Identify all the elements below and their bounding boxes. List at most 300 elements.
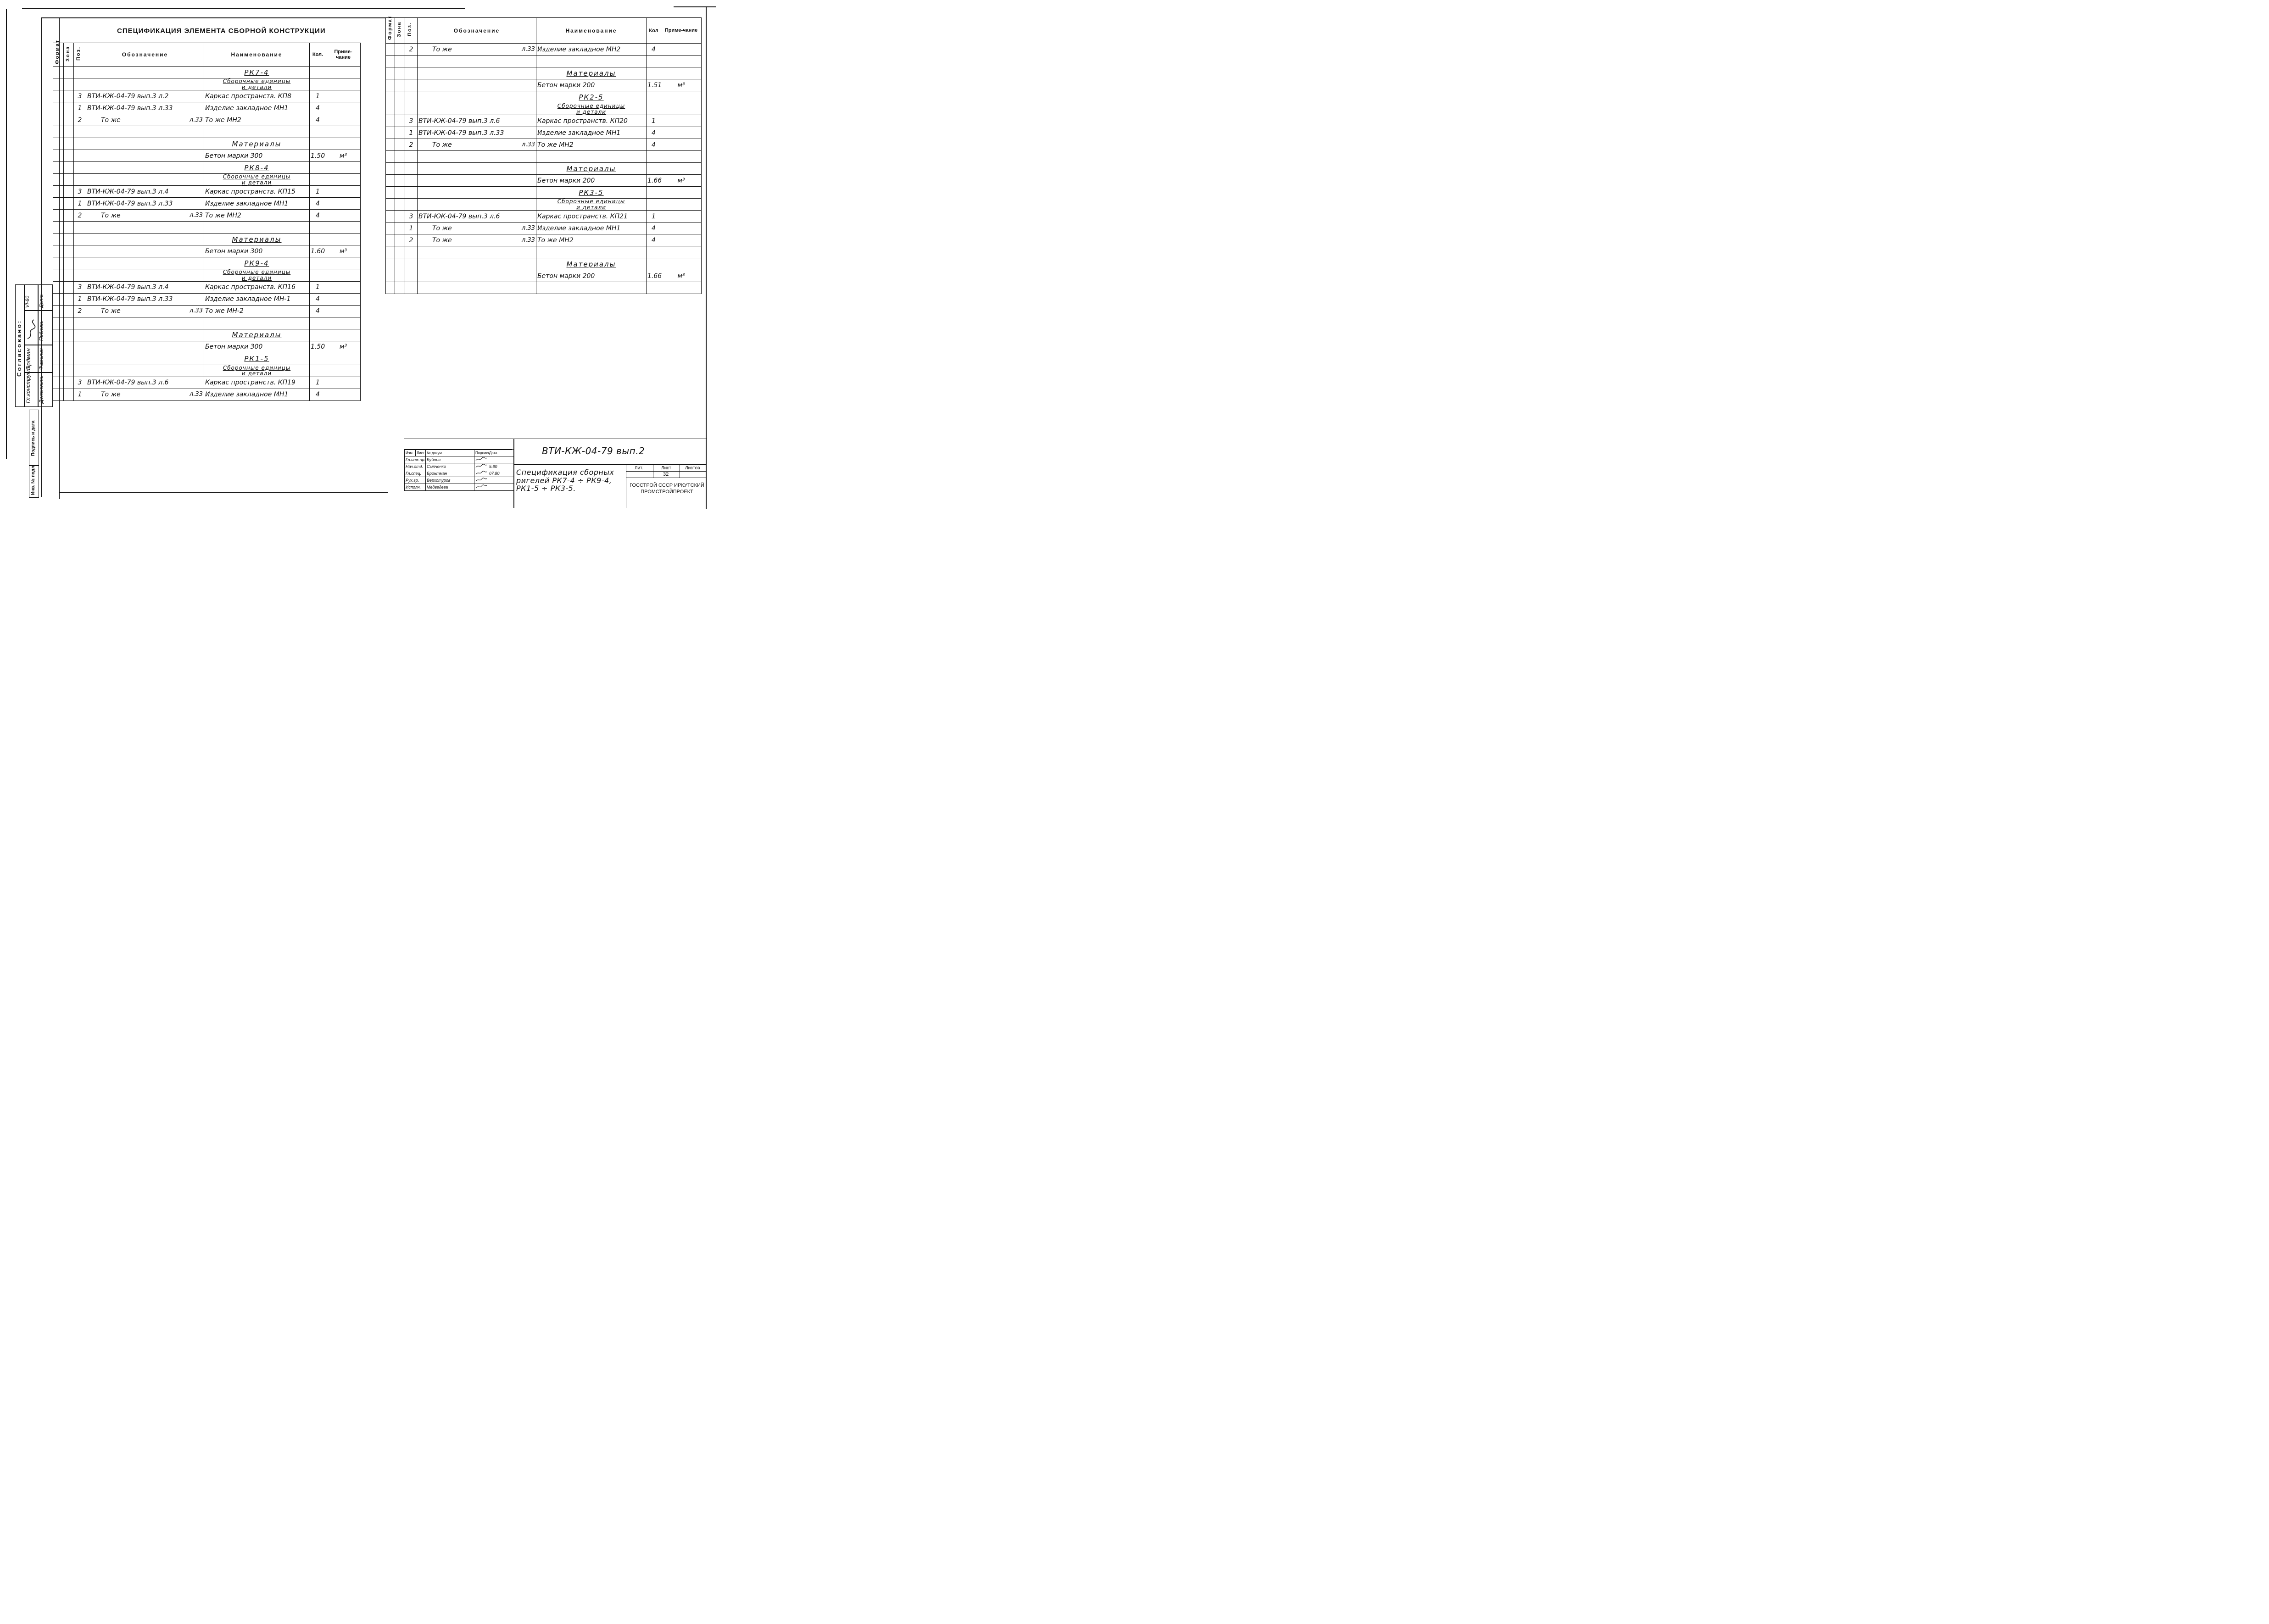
person-role: Гл.инж.пр. — [405, 456, 426, 463]
designation-cell — [418, 127, 536, 139]
qty-cell — [310, 245, 326, 257]
spec-row — [386, 139, 702, 151]
stamp-person-row — [405, 463, 514, 470]
format-cell — [53, 114, 64, 126]
format-cell — [53, 150, 64, 162]
person-signature — [474, 456, 488, 463]
pos-cell — [405, 163, 418, 175]
qty-cell — [647, 234, 661, 246]
zone-cell — [64, 377, 74, 389]
person-date — [488, 477, 514, 484]
surname-label: Фамилия — [39, 348, 44, 370]
name-cell — [204, 162, 310, 174]
designation-text: То же — [432, 224, 452, 232]
zone-cell — [64, 67, 74, 78]
name-text: Бетон марки 200 — [537, 272, 595, 280]
qty-cell — [647, 91, 661, 103]
zone-cell — [64, 305, 74, 317]
format-cell — [53, 174, 64, 186]
name-cell — [536, 270, 647, 282]
designation-cell — [418, 199, 536, 211]
spec-row — [53, 114, 361, 126]
stamp-header-row — [405, 450, 514, 456]
name-text: То же МН2 — [537, 141, 574, 149]
name-cell — [536, 151, 647, 163]
qty-text: 4 — [316, 307, 320, 315]
designation-cell — [86, 234, 204, 245]
spec-row — [386, 234, 702, 246]
note-cell — [661, 44, 702, 56]
note-cell — [326, 329, 361, 341]
qty-cell — [310, 377, 326, 389]
name-cell — [536, 79, 647, 91]
qty-cell — [310, 162, 326, 174]
pos-cell — [405, 44, 418, 56]
note-cell — [326, 341, 361, 353]
name-cell — [204, 305, 310, 317]
pos-cell — [405, 103, 418, 115]
qty-cell — [647, 56, 661, 67]
note-cell — [326, 269, 361, 281]
note-cell — [661, 163, 702, 175]
format-cell — [386, 91, 395, 103]
designation-cell — [86, 210, 204, 222]
designation-cell — [418, 115, 536, 127]
designation-sheet-ref: л.33 — [190, 307, 203, 315]
spec-row — [53, 222, 361, 234]
spec-row — [53, 245, 361, 257]
pos-cell — [74, 186, 86, 198]
name-text: Материалы — [232, 139, 282, 148]
name-cell — [204, 78, 310, 90]
zone-cell — [64, 365, 74, 377]
pos-cell — [405, 234, 418, 246]
designation-sheet-ref: л.33 — [522, 141, 535, 148]
spec-row — [386, 282, 702, 294]
zone-cell — [395, 211, 405, 222]
spec-title: СПЕЦИФИКАЦИЯ ЭЛЕМЕНТА СБОРНОЙ КОНСТРУКЦИИ — [117, 27, 326, 35]
designation-cell — [418, 44, 536, 56]
zone-header-right: Зона — [396, 21, 402, 37]
name-cell — [204, 234, 310, 245]
spec-row — [53, 102, 361, 114]
qty-cell — [310, 210, 326, 222]
zone-cell — [64, 78, 74, 90]
zone-cell — [64, 186, 74, 198]
pos-cell — [74, 341, 86, 353]
pos-text: 1 — [78, 104, 82, 112]
format-cell — [386, 67, 395, 79]
designation-sheet-ref: л.33 — [190, 211, 203, 219]
qty-cell — [310, 186, 326, 198]
pos-cell — [405, 127, 418, 139]
format-cell — [53, 305, 64, 317]
designation-text: ВТИ-КЖ-04-79 вып.3 л.4 — [87, 284, 169, 291]
position-value: Гл.конструкт. — [25, 365, 31, 403]
name-text: Сборочные единицы и детали — [223, 269, 291, 281]
zone-cell — [64, 317, 74, 329]
spec-row — [53, 389, 361, 400]
zone-cell — [64, 138, 74, 150]
name-cell — [204, 67, 310, 78]
pos-cell — [405, 222, 418, 234]
designation-cell — [86, 150, 204, 162]
qty-cell — [310, 198, 326, 210]
zone-cell — [395, 44, 405, 56]
designation-cell — [86, 138, 204, 150]
note-cell — [326, 305, 361, 317]
qty-cell — [647, 282, 661, 294]
spec-row — [386, 151, 702, 163]
format-cell — [386, 234, 395, 246]
qty-text: 4 — [316, 104, 320, 112]
note-text: м³ — [677, 177, 685, 184]
designation-cell — [86, 377, 204, 389]
person-date: 5.80 — [488, 463, 514, 470]
note-text: м³ — [339, 247, 347, 255]
qty-cell — [310, 114, 326, 126]
sheets-label: Листов — [685, 466, 700, 471]
name-cell — [536, 175, 647, 187]
format-cell — [53, 198, 64, 210]
spec-row — [53, 269, 361, 281]
designation-cell — [418, 151, 536, 163]
pos-text: 3 — [78, 379, 82, 387]
format-cell — [53, 78, 64, 90]
spec-row — [53, 90, 361, 102]
zone-cell — [395, 139, 405, 151]
zone-cell — [64, 150, 74, 162]
pos-cell — [74, 138, 86, 150]
spec-row — [386, 258, 702, 270]
zone-cell — [395, 187, 405, 199]
zone-cell — [64, 257, 74, 269]
format-cell — [53, 67, 64, 78]
pos-cell — [74, 293, 86, 305]
qty-cell — [647, 175, 661, 187]
note-cell — [661, 199, 702, 211]
format-cell — [53, 269, 64, 281]
note-text: м³ — [677, 272, 685, 280]
right-spec-table — [385, 17, 702, 294]
designation-cell — [418, 175, 536, 187]
sheet-label: Лист — [661, 466, 671, 471]
qty-cell — [647, 199, 661, 211]
designation-cell — [418, 91, 536, 103]
qty-cell — [647, 151, 661, 163]
designation-cell — [86, 222, 204, 234]
note-cell — [326, 114, 361, 126]
format-cell — [53, 293, 64, 305]
designation-sheet-ref: л.33 — [522, 236, 535, 244]
designation-cell — [418, 246, 536, 258]
qty-text: 4 — [652, 129, 656, 137]
spec-row — [386, 44, 702, 56]
designation-cell — [86, 174, 204, 186]
name-text: Изделие закладное МН-1 — [205, 295, 291, 303]
name-text: Сборочные единицы и детали — [223, 78, 291, 90]
spec-row — [53, 257, 361, 269]
note-cell — [661, 187, 702, 199]
spec-row — [53, 210, 361, 222]
pos-cell — [74, 281, 86, 293]
name-cell — [536, 282, 647, 294]
pos-cell — [405, 246, 418, 258]
date-label: Дата — [39, 294, 44, 308]
designation-cell — [418, 163, 536, 175]
name-text: Материалы — [232, 235, 282, 244]
spec-row — [386, 103, 702, 115]
name-cell — [204, 102, 310, 114]
spec-row — [53, 293, 361, 305]
right-spec-body — [386, 44, 702, 294]
format-cell — [386, 258, 395, 270]
pos-cell — [405, 67, 418, 79]
designation-cell — [86, 102, 204, 114]
qty-text: 1 — [316, 284, 320, 291]
name-text: Бетон марки 200 — [537, 177, 595, 184]
zone-cell — [395, 175, 405, 187]
pos-text: 2 — [78, 116, 82, 124]
format-cell — [386, 103, 395, 115]
stamp-person-row — [405, 456, 514, 463]
qty-text: 1.66 — [647, 177, 662, 184]
format-cell — [386, 175, 395, 187]
person-name: Сыпченко — [426, 463, 474, 470]
note-cell — [326, 186, 361, 198]
note-cell — [326, 293, 361, 305]
designation-cell — [86, 293, 204, 305]
stamp-header-cell: Изм — [405, 450, 416, 456]
name-cell — [204, 245, 310, 257]
zone-cell — [64, 210, 74, 222]
designation-text: То же — [432, 45, 452, 53]
name-text: РК7-4 — [244, 68, 269, 77]
qty-text: 4 — [316, 391, 320, 399]
name-text: Каркас пространств. КП20 — [537, 117, 628, 125]
note-cell — [661, 282, 702, 294]
spec-row — [53, 67, 361, 78]
name-cell — [536, 199, 647, 211]
name-cell — [204, 293, 310, 305]
spec-row — [386, 175, 702, 187]
qty-cell — [310, 389, 326, 400]
name-cell — [204, 222, 310, 234]
qty-cell — [310, 174, 326, 186]
name-text: Сборочные единицы и детали — [557, 103, 625, 115]
left-spec-body — [53, 67, 361, 401]
qty-text: 4 — [316, 295, 320, 303]
person-name: Медведева — [426, 484, 474, 491]
designation-cell — [86, 341, 204, 353]
format-cell — [53, 353, 64, 365]
pos-cell — [74, 102, 86, 114]
pos-text: 3 — [409, 212, 413, 220]
name-text: Каркас пространств. КП21 — [537, 212, 628, 220]
spec-row — [53, 138, 361, 150]
designation-sheet-ref: л.33 — [190, 116, 203, 123]
inv-label: Инв. № подл. — [31, 464, 36, 495]
qty-cell — [647, 139, 661, 151]
zone-cell — [64, 329, 74, 341]
qty-text: 1 — [316, 379, 320, 387]
format-cell — [53, 90, 64, 102]
stamp-header-cell: Лист — [416, 450, 426, 456]
zone-cell — [64, 90, 74, 102]
pos-cell — [74, 174, 86, 186]
name-cell — [536, 163, 647, 175]
pos-text: 2 — [78, 211, 82, 219]
note-cell — [661, 211, 702, 222]
name-text: РК9-4 — [244, 259, 269, 267]
top-right-border-line — [674, 6, 716, 7]
name-cell — [204, 389, 310, 400]
pos-cell — [74, 365, 86, 377]
note-cell — [326, 126, 361, 138]
designation-cell — [418, 103, 536, 115]
format-cell — [53, 329, 64, 341]
pos-cell — [74, 210, 86, 222]
spec-row — [53, 126, 361, 138]
format-cell — [53, 222, 64, 234]
format-cell — [53, 234, 64, 245]
note-cell — [326, 389, 361, 400]
qty-text: 1.60 — [311, 247, 325, 255]
name-cell — [204, 138, 310, 150]
name-text: Бетон марки 300 — [205, 343, 263, 351]
zone-cell — [395, 246, 405, 258]
name-text: Каркас пространств. КП19 — [205, 379, 295, 387]
zone-cell — [64, 126, 74, 138]
frame-top-line — [41, 17, 385, 18]
note-cell — [326, 257, 361, 269]
spec-row — [386, 187, 702, 199]
name-cell — [204, 126, 310, 138]
agreed-label: Согласовано: — [16, 319, 22, 377]
format-cell — [386, 44, 395, 56]
zone-cell — [64, 293, 74, 305]
designation-cell — [418, 270, 536, 282]
name-cell — [536, 115, 647, 127]
format-cell — [386, 163, 395, 175]
qty-text: 4 — [316, 211, 320, 219]
name-cell — [204, 365, 310, 377]
designation-cell — [86, 126, 204, 138]
designation-header-right: Обозначение — [418, 18, 536, 44]
zone-cell — [395, 151, 405, 163]
pos-text: 3 — [78, 284, 82, 291]
note-cell — [326, 162, 361, 174]
sign-date-label: Подпись и дата — [31, 420, 36, 456]
spec-row — [386, 163, 702, 175]
designation-cell — [418, 234, 536, 246]
note-cell — [661, 234, 702, 246]
note-cell — [326, 377, 361, 389]
pos-cell — [74, 353, 86, 365]
note-cell — [661, 91, 702, 103]
qty-cell — [310, 102, 326, 114]
zone-cell — [64, 162, 74, 174]
designation-cell — [86, 78, 204, 90]
name-cell — [536, 91, 647, 103]
pos-header: Поз. — [76, 46, 81, 61]
qty-cell — [647, 270, 661, 282]
name-cell — [204, 198, 310, 210]
designation-cell — [418, 258, 536, 270]
designation-cell — [86, 198, 204, 210]
stamp-person-row — [405, 477, 514, 484]
pos-cell — [74, 317, 86, 329]
qty-cell — [647, 246, 661, 258]
spec-row — [386, 115, 702, 127]
spec-row — [386, 91, 702, 103]
note-text: м³ — [339, 152, 347, 160]
qty-cell — [310, 329, 326, 341]
designation-cell — [86, 257, 204, 269]
name-text: То же МН2 — [537, 236, 574, 244]
spec-row — [53, 341, 361, 353]
designation-cell — [86, 329, 204, 341]
designation-text: ВТИ-КЖ-04-79 вып.3 л.6 — [418, 117, 500, 125]
designation-cell — [86, 365, 204, 377]
note-cell — [661, 151, 702, 163]
zone-cell — [395, 91, 405, 103]
zone-cell — [64, 389, 74, 400]
pos-cell — [405, 199, 418, 211]
qty-cell — [647, 103, 661, 115]
zone-cell — [395, 115, 405, 127]
pos-cell — [74, 90, 86, 102]
pos-cell — [74, 234, 86, 245]
qty-text: 4 — [316, 116, 320, 124]
zone-cell — [64, 222, 74, 234]
doc-title: Спецификация сборных ригелей РК7-4 ÷ РК9-4, РК1-5 ÷ РК3-5. — [516, 468, 614, 493]
note-cell — [661, 175, 702, 187]
qty-text: 1.51 — [647, 81, 662, 89]
zone-cell — [64, 174, 74, 186]
designation-cell — [418, 211, 536, 222]
zone-cell — [395, 199, 405, 211]
qty-cell — [310, 341, 326, 353]
spec-row — [53, 365, 361, 377]
name-cell — [536, 56, 647, 67]
note-cell — [326, 174, 361, 186]
format-cell — [386, 115, 395, 127]
spec-row — [386, 211, 702, 222]
format-cell — [386, 151, 395, 163]
pos-cell — [74, 78, 86, 90]
designation-cell — [418, 56, 536, 67]
note-cell — [326, 210, 361, 222]
right-border-line — [706, 6, 707, 509]
note-cell — [326, 138, 361, 150]
note-header-right: Приме-чание — [661, 18, 702, 44]
stamp-header-cell: Дата — [488, 450, 514, 456]
pos-text: 3 — [409, 117, 413, 125]
name-text: То же МН2 — [205, 211, 241, 219]
name-cell — [536, 103, 647, 115]
qty-cell — [310, 353, 326, 365]
spec-row — [53, 305, 361, 317]
spec-row — [386, 56, 702, 67]
designation-sheet-ref: л.33 — [190, 391, 203, 398]
person-date: 07.80 — [488, 470, 514, 477]
name-text: То же МН2 — [205, 116, 241, 124]
zone-cell — [395, 234, 405, 246]
note-cell — [326, 317, 361, 329]
note-cell — [661, 79, 702, 91]
pos-text: 2 — [409, 45, 413, 53]
